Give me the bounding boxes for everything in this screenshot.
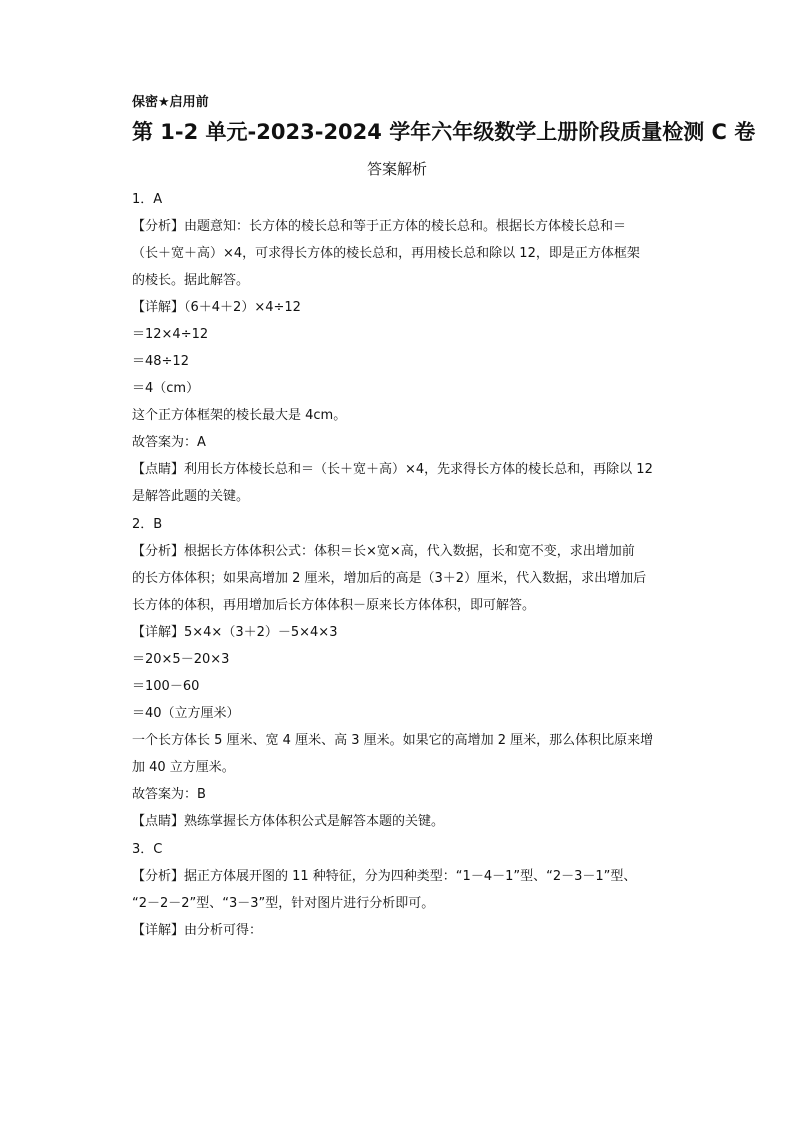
text-line: 的棱长。据此解答。 bbox=[132, 273, 250, 288]
text-line: （长＋宽＋高）×4，可求得长方体的棱长总和，再用棱长总和除以 12，即是正方体框架 bbox=[132, 246, 640, 261]
text-line: ＝40（立方厘米） bbox=[132, 706, 240, 721]
question-number: 3．C bbox=[132, 842, 163, 857]
text-line: 故答案为：B bbox=[132, 787, 206, 802]
text-line: 【点睛】利用长方体棱长总和＝（长＋宽＋高）×4，先求得长方体的棱长总和，再除以 12 bbox=[132, 462, 653, 477]
text-line: 【详解】5×4×（3＋2）－5×4×3 bbox=[132, 625, 338, 640]
answer-subtitle: 答案解析 bbox=[366, 160, 427, 178]
text-line: 一个长方体长 5 厘米、宽 4 厘米、高 3 厘米。如果它的高增加 2 厘米，那么体积比原来增 bbox=[132, 733, 654, 748]
text-line: 加 40 立方厘米。 bbox=[132, 760, 235, 775]
text-line: 【分析】根据长方体体积公式：体积＝长×宽×高，代入数据，长和宽不变，求出增加前 bbox=[132, 544, 635, 559]
text-line: 的长方体体积；如果高增加 2 厘米，增加后的高是（3＋2）厘米，代入数据，求出增加后 bbox=[132, 571, 647, 586]
text-line: ＝12×4÷12 bbox=[132, 327, 209, 342]
text-line: 故答案为：A bbox=[132, 435, 206, 450]
text-line: 【分析】由题意知：长方体的棱长总和等于正方体的棱长总和。根据长方体棱长总和＝ bbox=[132, 219, 627, 234]
text-line: ＝48÷12 bbox=[132, 354, 189, 369]
confidential-label: 保密★启用前 bbox=[132, 95, 209, 110]
text-line: 这个正方体框架的棱长最大是 4cm。 bbox=[132, 408, 347, 423]
text-line: ＝4（cm） bbox=[132, 381, 200, 396]
text-line: “2－2－2”型、“3－3”型，针对图片进行分析即可。 bbox=[132, 896, 435, 911]
text-line: ＝100－60 bbox=[132, 679, 200, 694]
question-number: 2．B bbox=[132, 517, 163, 532]
text-line: 【详解】（6＋4＋2）×4÷12 bbox=[132, 300, 301, 315]
text-line: 【点睛】熟练掌握长方体体积公式是解答本题的关键。 bbox=[132, 814, 445, 829]
text-line: 长方体的体积，再用增加后长方体体积－原来长方体体积，即可解答。 bbox=[132, 598, 536, 613]
text-line: 是解答此题的关键。 bbox=[132, 489, 250, 504]
text-line: 【分析】据正方体展开图的 11 种特征，分为四种类型：“1－4－1”型、“2－3－1”型、 bbox=[132, 869, 637, 884]
document-title: 第 1-2 单元-2023-2024 学年六年级数学上册阶段质量检测 C 卷 bbox=[132, 120, 756, 144]
text-line: 【详解】由分析可得： bbox=[132, 923, 263, 938]
question-number: 1．A bbox=[132, 192, 163, 207]
text-line: ＝20×5－20×3 bbox=[132, 652, 230, 667]
